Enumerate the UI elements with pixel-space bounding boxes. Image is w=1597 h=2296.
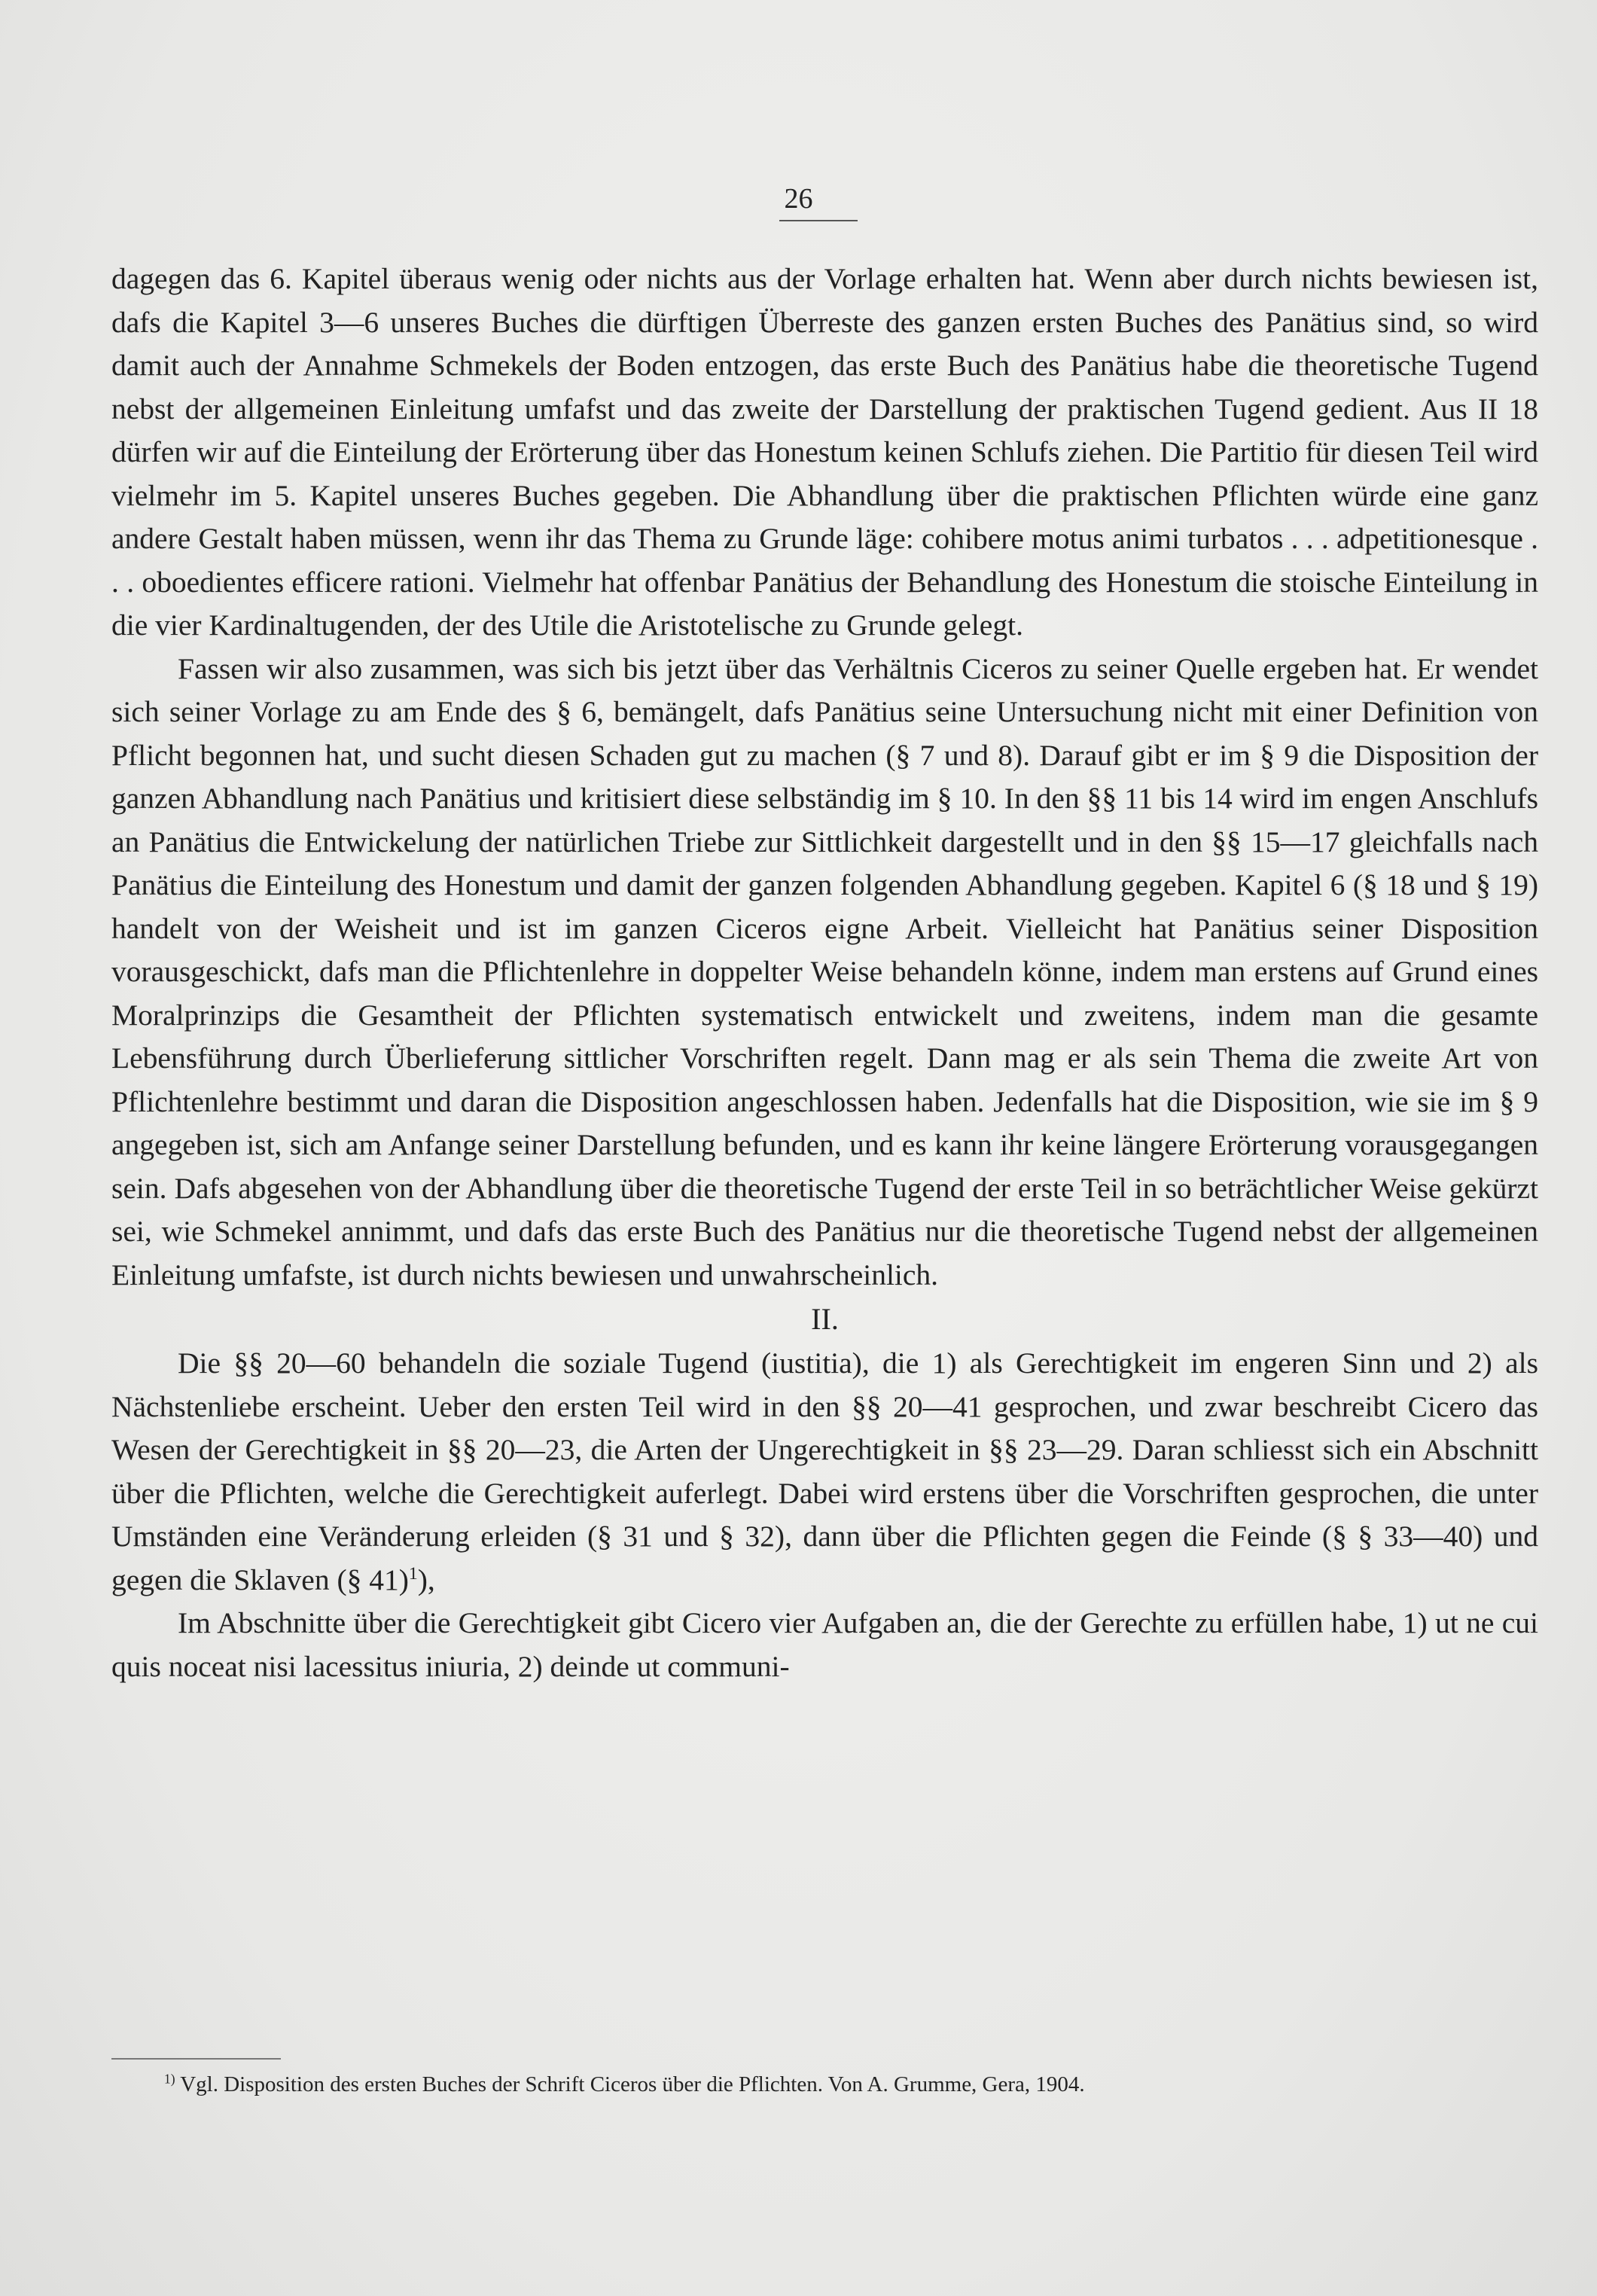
section-heading: II.	[811, 1302, 839, 1336]
section-paragraph-2: Im Abschnitte über die Gerechtigkeit gibt Cicero vier Aufgaben an, die der Gerechte zu erfüllen habe, 1) ut ne cui quis noceat nisi lacessitus iniuria, 2) deinde ut communi-	[111, 1606, 1538, 1683]
footnote-marker: 1)	[164, 2071, 175, 2087]
section-paragraph-1: Die §§ 20—60 behandeln die soziale Tugend (iustitia), die 1) als Gerechtigkeit im engeren Sinn und 2) als Nächstenliebe erscheint. Ueber den ersten Teil wird in den §§ 20—41 gesprochen, und zwar beschreibt Cicero das Wesen der Gerechtigkeit in §§ 20—23, die Arten der Ungerechtigkeit in §§ 23—29. Daran schliesst sich ein Abschnitt über die Pflichten, welche die Gerechtigkeit auferlegt. Dabei wird erstens über die Vorschriften gesprochen, die unter Umständen eine Veränderung erleiden (§ 31 und § 32), dann über die Pflichten gegen die Feinde (§ § 33—40) und gegen die Sklaven (§ 41)$^1$),	[111, 1346, 1538, 1596]
paragraph-1: dagegen das 6. Kapitel überaus wenig oder nichts aus der Vorlage erhalten hat. Wenn aber durch nichts bewiesen ist, dafs die Kapitel 3—6 unseres Buches die dürftigen Überreste des ganzen ersten Buches des Panätius sind, so wird damit auch der Annahme Schmekels der Boden entzogen, das erste Buch des Panätius habe die theoretische Tugend nebst der allgemeinen Einleitung umfafst und das zweite der Darstellung der praktischen Tugend gedient. Aus II 18 dürfen wir auf die Einteilung der Erörterung über das Honestum keinen Schlufs ziehen. Die Partitio für diesen Teil wird vielmehr im 5. Kapitel unseres Buches gegeben. Die Abhandlung über die praktischen Pflichten würde eine ganz andere Gestalt haben müssen, wenn ihr das Thema zu Grunde läge: cohibere motus animi turbatos . . . adpetitionesque . . . oboedientes efficere rationi. Vielmehr hat offenbar Panätius der Behandlung des Honestum die stoische Einteilung in die vier Kardinaltugenden, der des Utile die Aristotelische zu Grunde gelegt.	[111, 262, 1538, 642]
body-text	[111, 258, 1538, 1688]
footnote-rule	[111, 2058, 281, 2060]
page-number-rule	[779, 220, 858, 221]
section-paragraph-1-text: Die §§ 20—60 behandeln die soziale Tugend (iustitia), die 1) als Gerechtigkeit im engeren Sinn und 2) als Nächstenliebe erscheint. Ueber den ersten Teil wird in den §§ 20—41 gesprochen, und zwar beschreibt Cicero das Wesen der Gerechtigkeit in §§ 20—23, die Arten der Ungerechtigkeit in §§ 23—29. Daran schliesst sich ein Abschnitt über die Pflichten, welche die Gerechtigkeit auferlegt. Dabei wird erstens über die Vorschriften gesprochen, die unter Umständen eine Veränderung erleiden (§ 31 und § 32), dann über die Pflichten gegen die Feinde (§ § 33—40) und gegen die Sklaven (§ 41)	[111, 1346, 1538, 1596]
footnote-text: Vgl. Disposition des ersten Buches der Schrift Ciceros über die Pflichten. Von A. Grumme, Gera, 1904.	[180, 2072, 1085, 2096]
paragraph-2: Fassen wir also zusammen, was sich bis jetzt über das Verhältnis Ciceros zu seiner Quelle ergeben hat. Er wendet sich seiner Vorlage zu am Ende des § 6, bemängelt, dafs Panätius seine Untersuchung nicht mit einer Definition von Pflicht begonnen hat, und sucht diesen Schaden gut zu machen (§ 7 und 8). Darauf gibt er im § 9 die Disposition der ganzen Abhandlung nach Panätius und kritisiert diese selbständig im § 10. In den §§ 11 bis 14 wird im engen Anschlufs an Panätius die Entwickelung der natürlichen Triebe zur Sittlichkeit dargestellt und in den §§ 15—17 gleichfalls nach Panätius die Einteilung des Honestum und damit der ganzen folgenden Abhandlung gegeben. Kapitel 6 (§ 18 und § 19) handelt von der Weisheit und ist im ganzen Ciceros eigne Arbeit. Vielleicht hat Panätius seiner Disposition vorausgeschickt, dafs man die Pflichtenlehre in doppelter Weise behandeln könne, indem man erstens auf Grund eines Moralprinzips die Gesamtheit der Pflichten systematisch entwickelt und zweitens, indem man die gesamte Lebensführung durch Überlieferung sittlicher Vorschriften regelt. Dann mag er als sein Thema die zweite Art von Pflichtenlehre bestimmt und daran die Disposition angeschlossen haben. Jedenfalls hat die Disposition, wie sie im § 9 angegeben ist, sich am Anfange seiner Darstellung befunden, und es kann ihr keine längere Erörterung vorausgegangen sein. Dafs abgesehen von der Abhandlung über die theoretische Tugend der erste Teil in so beträchtlicher Weise gekürzt sei, wie Schmekel annimmt, und dafs das erste Buch des Panätius nur die theoretische Tugend nebst der allgemeinen Einleitung umfafste, ist durch nichts bewiesen und unwahrscheinlich.	[111, 651, 1538, 1291]
footnote	[164, 2069, 1538, 2100]
footnote-reference: 1	[408, 1563, 418, 1584]
page-number: 26	[784, 183, 813, 215]
footnote-reference-suffix: ,	[427, 1563, 435, 1596]
